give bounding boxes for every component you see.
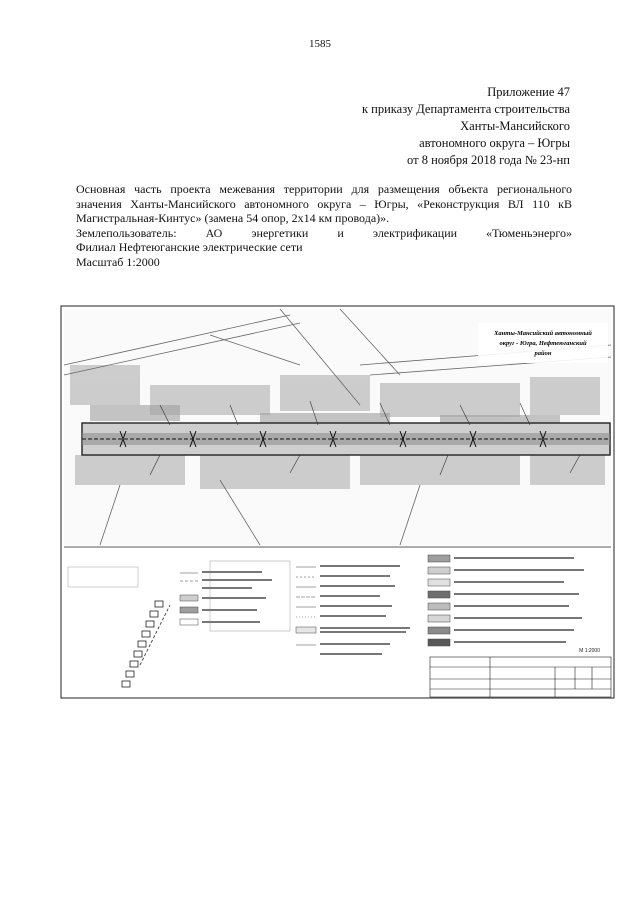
appendix-line: автономного округа – Югры (419, 136, 570, 150)
region-label-2: округ - Югра, Нефтеюганский (499, 340, 587, 347)
body-line: значения Ханты-Мансийского автономного округа – Югры, «Реконструкция ВЛ 110 кВ (76, 196, 572, 211)
survey-map (60, 305, 615, 699)
appendix-line: от 8 ноября 2018 года № 23-нп (407, 153, 570, 167)
branch-line: Филиал Нефтеюганские электрические сети (76, 240, 303, 255)
scale-line: Масштаб 1:2000 (76, 254, 160, 269)
document-body (76, 182, 572, 270)
land-user-line: Землепользователь: АО энергетики и электрификации «Тюменьэнерго» (76, 225, 572, 240)
appendix-line: Приложение 47 (487, 85, 570, 99)
page-number: 1585 (309, 38, 331, 50)
body-line: Магистральная-Кинтус» (замена 54 опор, 2х14 км провода)». (76, 211, 390, 226)
appendix-header (362, 84, 570, 169)
map-scale-note: М 1:2000 (579, 648, 600, 654)
body-line: Основная часть проекта межевания территории для размещения объекта регионального (76, 182, 572, 196)
appendix-line: к приказу Департамента строительства (361, 102, 570, 116)
region-label (478, 323, 608, 363)
survey-map-svg (60, 305, 615, 699)
region-label-3: район (534, 350, 552, 357)
region-label-1: Ханты-Мансийский автономный (494, 330, 592, 337)
appendix-line: Ханты-Мансийского (460, 119, 570, 133)
